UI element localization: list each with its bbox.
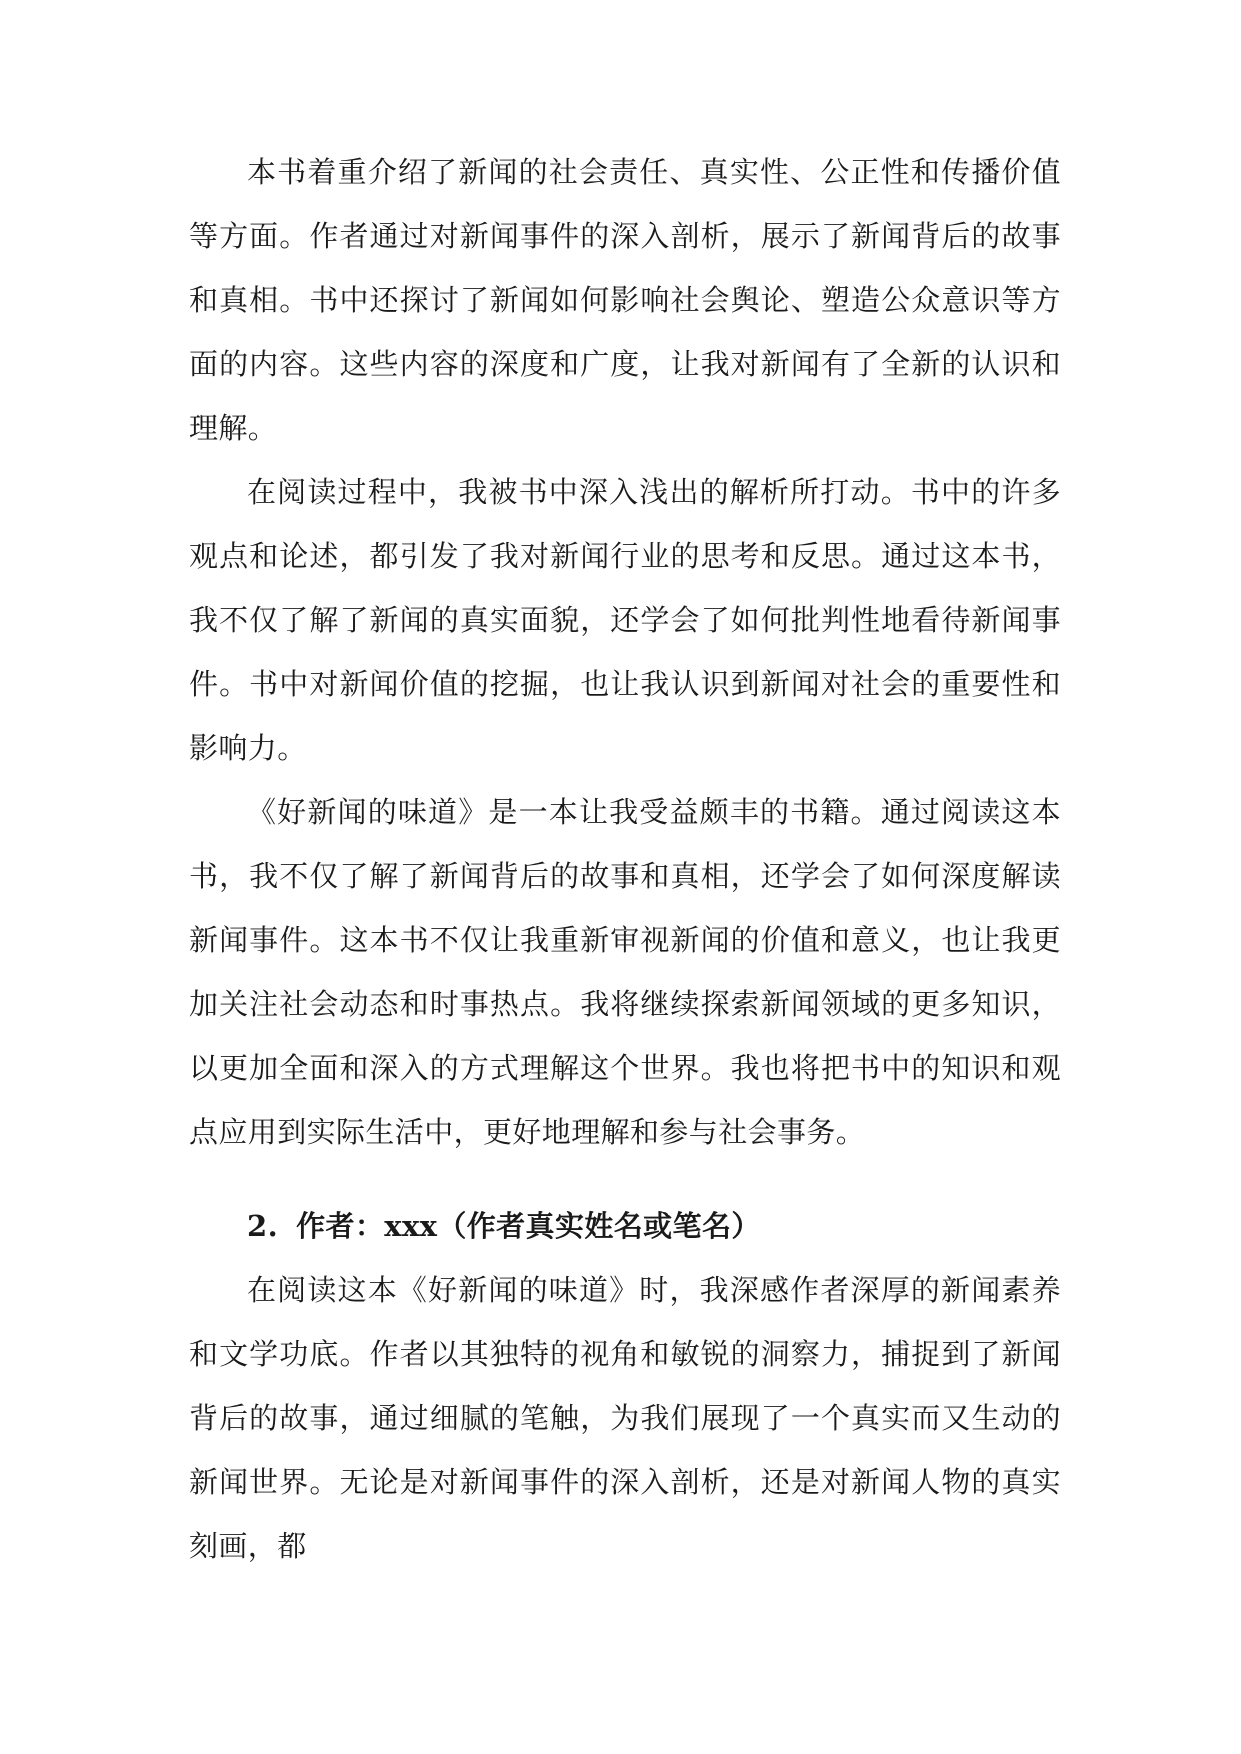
paragraph-1: 本书着重介绍了新闻的社会责任、真实性、公正性和传播价值等方面。作者通过对新闻事件的深入剖析，展示了新闻背后的故事和真相。书中还探讨了新闻如何影响社会舆论、塑造公众意识等方面的内容。这些内容的深度和广度，让我对新闻有了全新的认识和理解。 — [189, 155, 1061, 445]
document-body — [189, 140, 1061, 1578]
paragraph-2: 在阅读过程中，我被书中深入浅出的解析所打动。书中的许多观点和论述，都引发了我对新闻行业的思考和反思。通过这本书，我不仅了解了新闻的真实面貌，还学会了如何批判性地看待新闻事件。书中对新闻价值的挖掘，也让我认识到新闻对社会的重要性和影响力。 — [189, 475, 1061, 765]
section-heading — [189, 1194, 1061, 1258]
paragraph-3: 《好新闻的味道》是一本让我受益颇丰的书籍。通过阅读这本书，我不仅了解了新闻背后的故事和真相，还学会了如何深度解读新闻事件。这本书不仅让我重新审视新闻的价值和意义，也让我更加关注社会动态和时事热点。我将继续探索新闻领域的更多知识，以更加全面和深入的方式理解这个世界。我也将把书中的知识和观点应用到实际生活中，更好地理解和参与社会事务。 — [189, 795, 1061, 1149]
section-title: 作者：xxx（作者真实姓名或笔名） — [296, 1209, 761, 1243]
section-number: 2. — [247, 1209, 279, 1243]
paragraph-4: 在阅读这本《好新闻的味道》时，我深感作者深厚的新闻素养和文学功底。作者以其独特的视角和敏锐的洞察力，捕捉到了新闻背后的故事，通过细腻的笔触，为我们展现了一个真实而又生动的新闻世界。无论是对新闻事件的深入剖析，还是对新闻人物的真实刻画，都 — [189, 1273, 1061, 1563]
